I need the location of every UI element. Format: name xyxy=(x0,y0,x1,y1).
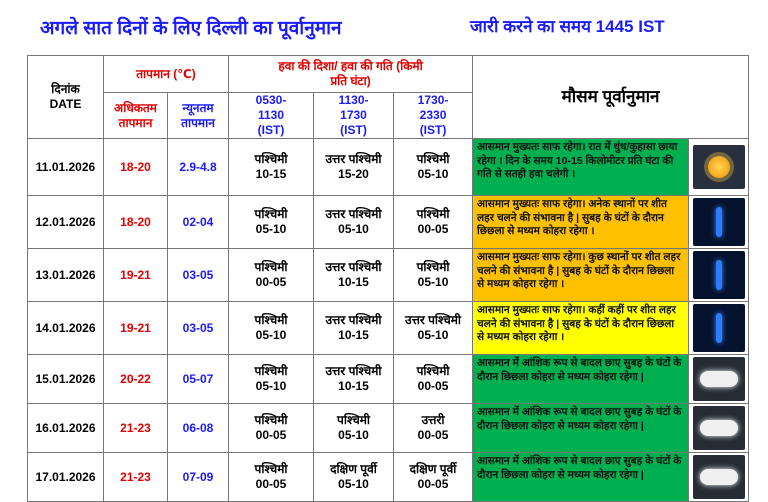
weather-icon-cell xyxy=(689,302,749,355)
wind-cell xyxy=(314,139,394,196)
cold-thermometer-icon xyxy=(693,251,745,299)
weather-icon-cell xyxy=(689,404,749,453)
wind-cell xyxy=(394,196,473,249)
max-temp-cell: 19-21 xyxy=(104,249,168,302)
wind-speed: 00-05 xyxy=(417,477,449,491)
wind-cell xyxy=(229,249,314,302)
wind-speed: 05-10 xyxy=(417,275,449,289)
wind-header: हवा की दिशा/ हवा की गति (किमी प्रति घंटा) xyxy=(229,56,473,93)
table-row xyxy=(28,196,749,249)
max-temp-cell: 19-21 xyxy=(104,302,168,355)
forecast-text: आसमान मुख्यतः साफ रहेगा। कुछ स्थानों पर शीत लहर चलने की संभावना है | सुबह के घंटों के दौरान छिछला से मध्यम कोहरा रहेगा । xyxy=(473,249,689,302)
wind-direction: उत्तर पश्चिमी xyxy=(325,152,382,166)
wind-direction: पश्चिमी xyxy=(254,207,288,221)
wind-cell xyxy=(314,196,394,249)
table-row xyxy=(28,453,749,502)
wind-direction: पश्चिमी xyxy=(416,207,450,221)
weather-icon-cell xyxy=(689,453,749,502)
wind-speed: 00-05 xyxy=(255,428,287,442)
wind-cell xyxy=(394,302,473,355)
wind-cell xyxy=(314,249,394,302)
forecast-table xyxy=(27,55,749,502)
forecast-text: आसमान मुख्यतः साफ रहेगा। रात में धुंध/कुहासा छाया रहेगा । दिन के समय 10-15 किलोमीटर प्रति घंटा की गति से सतही हवा चलेगी । xyxy=(473,139,689,196)
min-temp-cell: 2.9-4.8 xyxy=(168,139,229,196)
wind-direction: पश्चिमी xyxy=(254,313,288,327)
wind-speed: 00-05 xyxy=(417,428,449,442)
wind-speed: 10-15 xyxy=(338,379,369,393)
wind-direction: उत्तर पश्चिमी xyxy=(325,207,382,221)
wind-direction: पश्चिमी xyxy=(254,462,288,476)
wind-cell xyxy=(229,453,314,502)
wind-cell xyxy=(229,355,314,404)
forecast-header: मौसम पूर्वानुमान xyxy=(473,56,749,139)
weather-icon-cell xyxy=(689,249,749,302)
wind-direction: पश्चिमी xyxy=(254,260,288,274)
wind-cell xyxy=(229,302,314,355)
min-temp-cell: 06-08 xyxy=(168,404,229,453)
wind-direction: उत्तर पश्चिमी xyxy=(405,313,462,327)
forecast-text: आसमान में आंशिक रूप से बादल छाए सुबह के घंटों के दौरान छिछला कोहरा से मध्यम कोहरा रहेगा | xyxy=(473,355,689,404)
wind-speed: 05-10 xyxy=(255,222,287,236)
table-row xyxy=(28,249,749,302)
weather-icon-cell xyxy=(689,196,749,249)
date-cell: 16.01.2026 xyxy=(28,404,104,453)
date-cell: 14.01.2026 xyxy=(28,302,104,355)
wind-direction: पश्चिमी xyxy=(416,152,450,166)
wind-speed: 00-05 xyxy=(255,477,287,491)
table-row xyxy=(28,404,749,453)
min-temp-cell: 02-04 xyxy=(168,196,229,249)
weather-icon-cell xyxy=(689,139,749,196)
date-cell: 12.01.2026 xyxy=(28,196,104,249)
wind-cell xyxy=(314,453,394,502)
wind-direction: दक्षिण पूर्वी xyxy=(409,462,457,476)
wind-speed: 05-10 xyxy=(338,428,369,442)
wind-cell xyxy=(394,139,473,196)
wind-direction: पश्चिमी xyxy=(254,152,288,166)
date-cell: 11.01.2026 xyxy=(28,139,104,196)
min-temp-cell: 05-07 xyxy=(168,355,229,404)
wind-speed: 05-10 xyxy=(338,222,369,236)
wind-speed: 00-05 xyxy=(255,275,287,289)
time3-header: 1730-2330 (IST) xyxy=(394,93,473,139)
wind-speed: 05-10 xyxy=(255,379,287,393)
forecast-text: आसमान मुख्यतः साफ रहेगा। अनेक स्थानों पर शीत लहर चलने की संभावना है | सुबह के घंटों के दौरान छिछला से मध्यम कोहरा रहेगा । xyxy=(473,196,689,249)
forecast-text: आसमान में आंशिक रूप से बादल छाए सुबह के घंटों के दौरान छिछला कोहरा से मध्यम कोहरा रहेगा | xyxy=(473,453,689,502)
wind-speed: 05-10 xyxy=(255,328,287,342)
wind-speed: 15-20 xyxy=(338,167,369,181)
wind-speed: 10-15 xyxy=(338,275,369,289)
forecast-text: आसमान में आंशिक रूप से बादल छाए सुबह के घंटों के दौरान छिछला कोहरा से मध्यम कोहरा रहेगा | xyxy=(473,404,689,453)
wind-speed: 00-05 xyxy=(417,222,449,236)
wind-cell xyxy=(229,404,314,453)
wind-cell xyxy=(314,355,394,404)
wind-cell xyxy=(394,249,473,302)
wind-direction: पश्चिमी xyxy=(416,364,450,378)
wind-cell xyxy=(314,404,394,453)
wind-cell xyxy=(229,139,314,196)
wind-direction: उत्तर पश्चिमी xyxy=(325,364,382,378)
cloud-icon xyxy=(693,357,745,401)
wind-cell xyxy=(314,302,394,355)
wind-speed: 05-10 xyxy=(338,477,369,491)
wind-direction: उत्तरी xyxy=(421,413,445,427)
table-row xyxy=(28,355,749,404)
wind-speed: 00-05 xyxy=(417,379,449,393)
max-temp-header: अधिकतम तापमान xyxy=(104,93,168,139)
max-temp-cell: 21-23 xyxy=(104,404,168,453)
wind-cell xyxy=(394,453,473,502)
min-temp-cell: 03-05 xyxy=(168,249,229,302)
table-row xyxy=(28,302,749,355)
issue-time: जारी करने का समय 1445 IST xyxy=(470,17,665,36)
wind-cell xyxy=(394,404,473,453)
max-temp-cell: 18-20 xyxy=(104,196,168,249)
max-temp-cell: 18-20 xyxy=(104,139,168,196)
cloud-icon xyxy=(693,406,745,450)
cloud-icon xyxy=(693,455,745,499)
date-cell: 15.01.2026 xyxy=(28,355,104,404)
min-temp-cell: 07-09 xyxy=(168,453,229,502)
sun-icon xyxy=(693,145,745,189)
wind-cell xyxy=(229,196,314,249)
date-cell: 13.01.2026 xyxy=(28,249,104,302)
wind-cell xyxy=(394,355,473,404)
time2-header: 1130-1730 (IST) xyxy=(314,93,394,139)
table-row xyxy=(28,139,749,196)
wind-direction: दक्षिण पूर्वी xyxy=(330,462,377,476)
wind-speed: 05-10 xyxy=(417,167,449,181)
min-temp-header: न्यूनतम तापमान xyxy=(168,93,229,139)
wind-direction: पश्चिमी xyxy=(254,364,288,378)
max-temp-cell: 20-22 xyxy=(104,355,168,404)
wind-speed: 10-15 xyxy=(338,328,369,342)
wind-direction: उत्तर पश्चिमी xyxy=(325,260,382,274)
min-temp-cell: 03-05 xyxy=(168,302,229,355)
wind-speed: 05-10 xyxy=(417,328,449,342)
wind-direction: उत्तर पश्चिमी xyxy=(325,313,382,327)
wind-speed: 10-15 xyxy=(255,167,287,181)
date-header xyxy=(28,56,104,139)
wind-direction: पश्चिमी xyxy=(416,260,450,274)
weather-icon-cell xyxy=(689,355,749,404)
page-title: अगले सात दिनों के लिए दिल्ली का पूर्वानुमान xyxy=(40,18,342,39)
date-header-hi: दिनांक xyxy=(51,82,80,96)
max-temp-cell: 21-23 xyxy=(104,453,168,502)
wind-direction: पश्चिमी xyxy=(337,413,370,427)
date-header-en: DATE xyxy=(49,97,82,111)
date-cell: 17.01.2026 xyxy=(28,453,104,502)
time1-header: 0530-1130 (IST) xyxy=(229,93,314,139)
forecast-text: आसमान मुख्यतः साफ रहेगा। कहीं कहीं पर शीत लहर चलने की संभावना है | सुबह के घंटों के दौरान छिछला से मध्यम कोहरा रहेगा । xyxy=(473,302,689,355)
temp-header: तापमान (℃) xyxy=(104,56,229,93)
cold-thermometer-icon xyxy=(693,198,745,246)
cold-thermometer-icon xyxy=(693,304,745,352)
wind-direction: पश्चिमी xyxy=(254,413,288,427)
